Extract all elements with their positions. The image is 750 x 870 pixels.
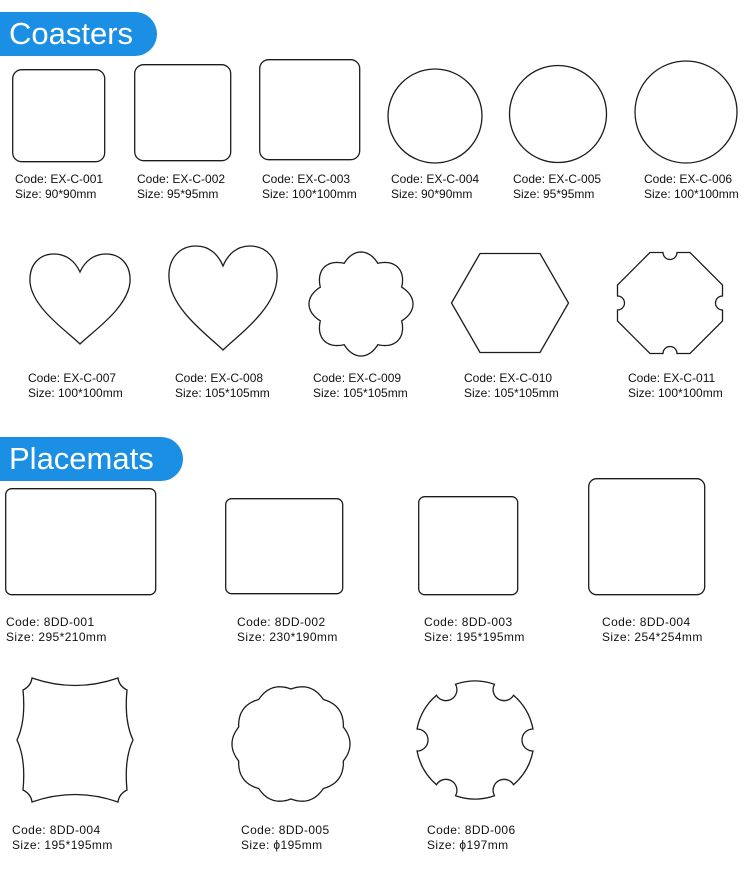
coaster-size: Size: 105*105mm <box>464 386 559 400</box>
coaster-shape-circle <box>387 68 483 164</box>
coaster-code: Code: EX-C-011 <box>628 371 716 385</box>
coaster-size: Size: 90*90mm <box>15 187 97 201</box>
coaster-code: Code: EX-C-001 <box>15 172 104 186</box>
coaster-size: Size: 100*100mm <box>628 386 723 400</box>
coaster-code: Code: EX-C-010 <box>464 371 553 385</box>
coaster-caption <box>464 371 559 401</box>
placemat-caption <box>12 823 113 853</box>
coaster-code: Code: EX-C-003 <box>262 172 351 186</box>
coaster-shape-hexagon <box>450 252 570 354</box>
coaster-size: Size: 100*100mm <box>28 386 123 400</box>
coaster-caption <box>175 371 270 401</box>
coaster-caption <box>644 172 739 202</box>
coaster-caption <box>628 371 723 401</box>
coaster-caption <box>313 371 408 401</box>
coaster-size: Size: 90*90mm <box>391 187 473 201</box>
coaster-code: Code: EX-C-004 <box>391 172 480 186</box>
placemat-shape-square <box>588 478 706 596</box>
coaster-shape-circle <box>634 60 738 164</box>
placemat-size: Size: 254*254mm <box>602 630 703 644</box>
coaster-size: Size: 105*105mm <box>175 386 270 400</box>
coaster-code: Code: EX-C-008 <box>175 371 264 385</box>
placemat-code: Code: 8DD-005 <box>241 823 330 837</box>
placemat-caption <box>424 615 525 645</box>
coaster-shape-circle <box>508 64 608 164</box>
coaster-size: Size: 100*100mm <box>644 187 739 201</box>
placemat-caption <box>427 823 516 853</box>
coaster-code: Code: EX-C-007 <box>28 371 117 385</box>
placemat-size: Size: 195*195mm <box>12 838 113 852</box>
coaster-caption <box>391 172 479 202</box>
placemat-caption <box>602 615 703 645</box>
placemat-code: Code: 8DD-004 <box>602 615 691 629</box>
coaster-size: Size: 100*100mm <box>262 187 357 201</box>
coaster-caption <box>513 172 601 202</box>
placemat-size: Size: ϕ197mm <box>427 838 509 852</box>
placemat-shape-square <box>418 496 519 596</box>
coaster-code: Code: EX-C-009 <box>313 371 402 385</box>
placemat-shape-notched-circle <box>414 679 536 801</box>
placemat-caption <box>237 615 338 645</box>
coaster-shape-flower <box>309 249 413 359</box>
placemat-size: Size: 295*210mm <box>6 630 107 644</box>
coaster-shape-octagon-notched <box>616 251 724 355</box>
coaster-shape-heart <box>28 252 132 348</box>
placemat-code: Code: 8DD-001 <box>6 615 95 629</box>
coaster-code: Code: EX-C-005 <box>513 172 602 186</box>
placemat-code: Code: 8DD-002 <box>237 615 326 629</box>
coaster-shape-square <box>259 59 361 161</box>
coaster-code: Code: EX-C-002 <box>137 172 226 186</box>
coaster-size: Size: 95*95mm <box>513 187 595 201</box>
coasters-section-title: Coasters <box>0 12 157 56</box>
coaster-shape-square <box>12 69 106 163</box>
placemat-size: Size: 230*190mm <box>237 630 338 644</box>
coaster-caption <box>15 172 103 202</box>
placemat-shape-bracket-frame <box>14 676 136 804</box>
placemats-section-title: Placemats <box>0 437 183 481</box>
placemat-code: Code: 8DD-006 <box>427 823 516 837</box>
placemat-shape-flower-scalloped <box>230 684 352 804</box>
coaster-size: Size: 95*95mm <box>137 187 219 201</box>
coaster-caption <box>28 371 123 401</box>
placemat-caption <box>241 823 330 853</box>
placemat-caption <box>6 615 107 645</box>
coaster-code: Code: EX-C-006 <box>644 172 733 186</box>
placemat-size: Size: 195*195mm <box>424 630 525 644</box>
placemat-code: Code: 8DD-003 <box>424 615 513 629</box>
placemat-shape-rectangle <box>225 498 344 595</box>
coaster-caption <box>262 172 357 202</box>
coaster-shape-square <box>134 64 232 162</box>
placemat-size: Size: ϕ195mm <box>241 838 323 852</box>
coaster-shape-heart <box>167 244 279 354</box>
coaster-caption <box>137 172 225 202</box>
coaster-size: Size: 105*105mm <box>313 386 408 400</box>
placemat-shape-rectangle <box>5 488 157 596</box>
placemat-code: Code: 8DD-004 <box>12 823 101 837</box>
